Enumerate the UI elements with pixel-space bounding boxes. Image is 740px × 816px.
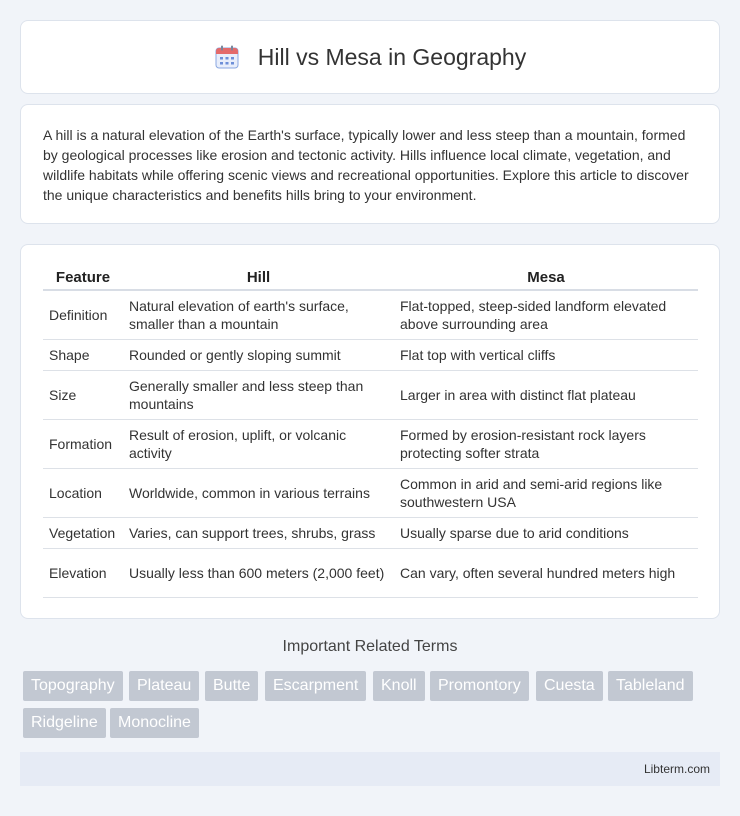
related-terms-title: Important Related Terms: [282, 638, 458, 655]
footer: [20, 752, 720, 786]
related-term-tag[interactable]: Escarpment: [265, 671, 366, 701]
related-term-tag[interactable]: Knoll: [373, 671, 425, 701]
feature-cell: Formation: [43, 420, 123, 469]
feature-cell: Definition: [43, 291, 123, 340]
hill-cell: Worldwide, common in various terrains: [123, 469, 394, 518]
table-header-row: [43, 265, 698, 291]
column-header-hill: Hill: [123, 265, 394, 291]
mesa-cell: Can vary, often several hundred meters high: [394, 549, 698, 598]
hill-cell: Rounded or gently sloping summit: [123, 340, 394, 371]
page-title: Hill vs Mesa in Geography: [257, 43, 527, 70]
header-inner: [214, 44, 526, 71]
column-header-mesa: Mesa: [394, 265, 698, 291]
related-term-tag[interactable]: Plateau: [129, 671, 199, 701]
comparison-table-card: [20, 244, 720, 619]
mesa-cell: Flat top with vertical cliffs: [394, 340, 698, 371]
table-row: [43, 291, 698, 340]
mesa-cell: Larger in area with distinct flat plateau: [394, 371, 698, 420]
mesa-cell: Common in arid and semi-arid regions like southwestern USA: [394, 469, 698, 518]
table-row: [43, 340, 698, 371]
hill-cell: Varies, can support trees, shrubs, grass: [123, 518, 394, 549]
mesa-cell: Usually sparse due to arid conditions: [394, 518, 698, 549]
feature-cell: Elevation: [43, 549, 123, 598]
hill-cell: Natural elevation of earth's surface, smaller than a mountain: [123, 291, 394, 340]
related-term-tag[interactable]: Topography: [23, 671, 123, 701]
intro-card: [20, 104, 720, 224]
comparison-table: [43, 265, 698, 598]
header-card: [20, 20, 720, 94]
hill-cell: Usually less than 600 meters (2,000 feet): [123, 549, 394, 598]
feature-cell: Size: [43, 371, 123, 420]
related-term-tag[interactable]: Ridgeline: [23, 708, 106, 738]
table-row: [43, 420, 698, 469]
footer-site-link[interactable]: Libterm.com: [643, 762, 710, 776]
column-header-feature: Feature: [43, 265, 123, 291]
table-row: [43, 469, 698, 518]
related-term-tag[interactable]: Monocline: [110, 708, 199, 738]
table-row: [43, 371, 698, 420]
calendar-icon: [214, 44, 240, 70]
feature-cell: Location: [43, 469, 123, 518]
table-row: [43, 518, 698, 549]
related-term-tag[interactable]: Tableland: [608, 671, 693, 701]
feature-cell: Vegetation: [43, 518, 123, 549]
intro-paragraph: A hill is a natural elevation of the Earth's surface, typically lower and less steep than a mountain, formed by geological processes like erosion and tectonic activity. Hills influence local climate, vegetation, and wildlife habitats while offering scenic views and recreational opportunities. Explore this article to discover the unique characteristics and benefits hills bring to your environment.: [43, 127, 689, 203]
feature-cell: Shape: [43, 340, 123, 371]
related-term-tag[interactable]: Promontory: [430, 671, 529, 701]
hill-cell: Result of erosion, uplift, or volcanic activity: [123, 420, 394, 469]
mesa-cell: Flat-topped, steep-sided landform elevated above surrounding area: [394, 291, 698, 340]
related-term-tag[interactable]: Butte: [205, 671, 258, 701]
related-term-tag[interactable]: Cuesta: [536, 671, 603, 701]
table-row: [43, 549, 698, 598]
hill-cell: Generally smaller and less steep than mountains: [123, 371, 394, 420]
mesa-cell: Formed by erosion-resistant rock layers protecting softer strata: [394, 420, 698, 469]
